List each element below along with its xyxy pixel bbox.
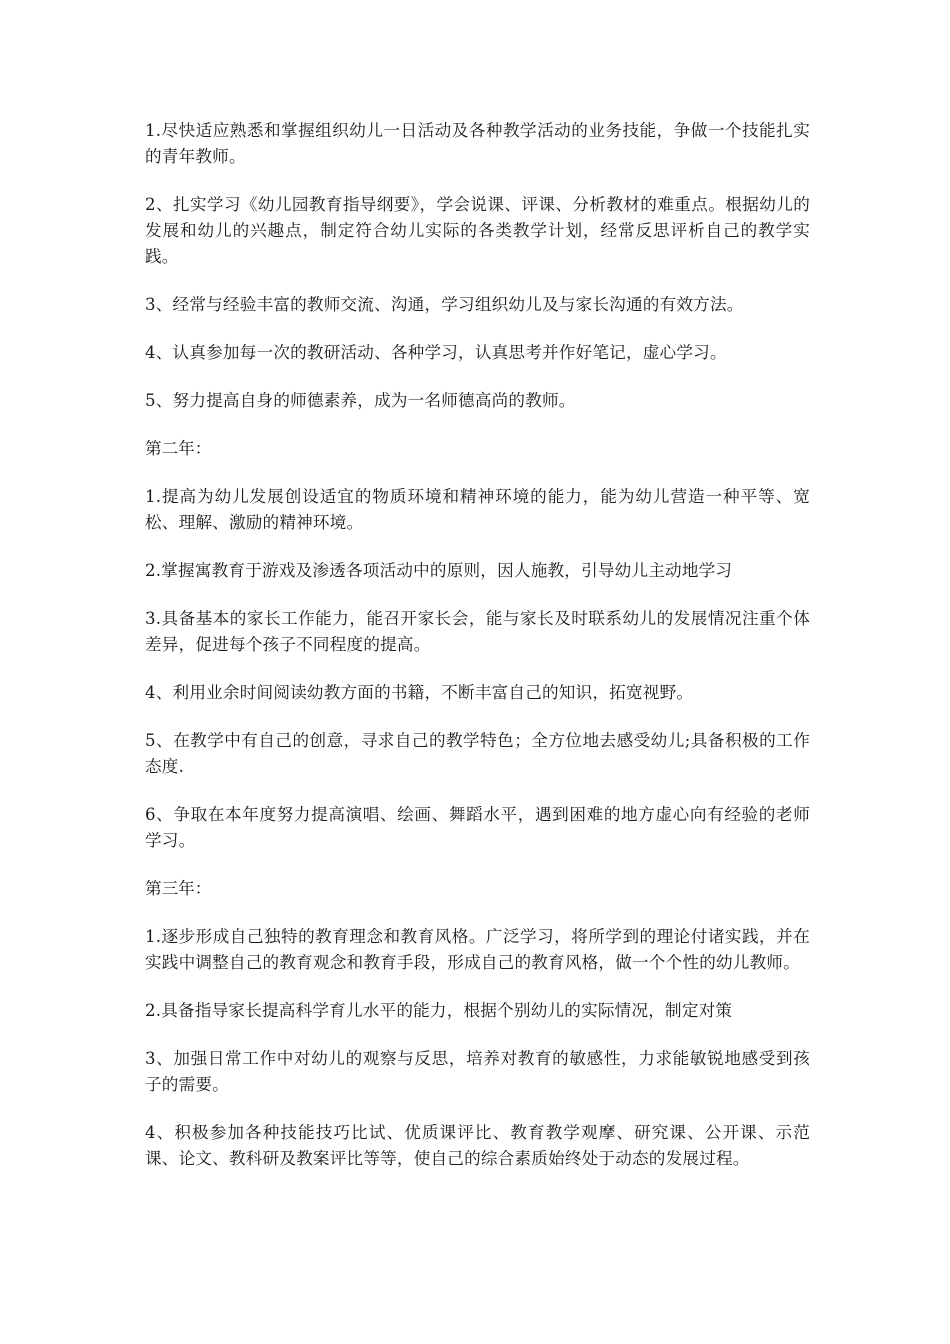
list-item: 4、利用业余时间阅读幼教方面的书籍，不断丰富自己的知识，拓宽视野。: [145, 683, 694, 702]
document-body: [145, 118, 810, 1194]
list-item: 1.尽快适应熟悉和掌握组织幼儿一日活动及各种教学活动的业务技能，争做一个技能扎实的青年教师。: [145, 121, 810, 166]
list-item: 3.具备基本的家长工作能力，能召开家长会，能与家长及时联系幼儿的发展情况注重个体差异，促进每个孩子不同程度的提高。: [145, 609, 810, 654]
list-item: 2.具备指导家长提高科学育儿水平的能力，根据个别幼儿的实际情况，制定对策: [145, 1001, 733, 1020]
list-item: 4、积极参加各种技能技巧比试、优质课评比、教育教学观摩、研究课、公开课、示范课、论文、教科研及教案评比等等，使自己的综合素质始终处于动态的发展过程。: [145, 1123, 810, 1168]
list-item: 1.提高为幼儿发展创设适宜的物质环境和精神环境的能力，能为幼儿营造一种平等、宽松、理解、激励的精神环境。: [145, 487, 810, 532]
list-item: 5、在教学中有自己的创意，寻求自己的教学特色；全方位地去感受幼儿;具备积极的工作态度.: [145, 731, 810, 776]
section-heading-year-two: 第二年：: [145, 439, 212, 458]
list-item: 1.逐步形成自己独特的教育理念和教育风格。广泛学习，将所学到的理论付诸实践，并在实践中调整自己的教育观念和教育手段，形成自己的教育风格，做一个个性的幼儿教师。: [145, 927, 810, 972]
list-item: 2、扎实学习《幼儿园教育指导纲要》，学会说课、评课、分析教材的难重点。根据幼儿的发展和幼儿的兴趣点，制定符合幼儿实际的各类教学计划，经常反思评析自己的教学实践。: [145, 195, 810, 266]
list-item: 4、认真参加每一次的教研活动、各种学习，认真思考并作好笔记，虚心学习。: [145, 343, 727, 362]
list-item: 5、努力提高自身的师德素养，成为一名师德高尚的教师。: [145, 391, 576, 410]
list-item: 3、加强日常工作中对幼儿的观察与反思，培养对教育的敏感性，力求能敏锐地感受到孩子的需要。: [145, 1049, 810, 1094]
list-item: 3、经常与经验丰富的教师交流、沟通，学习组织幼儿及与家长沟通的有效方法。: [145, 295, 744, 314]
section-heading-year-three: 第三年：: [145, 879, 212, 898]
list-item: 2.掌握寓教育于游戏及渗透各项活动中的原则，因人施教，引导幼儿主动地学习: [145, 561, 733, 580]
list-item: 6、争取在本年度努力提高演唱、绘画、舞蹈水平，遇到困难的地方虚心向有经验的老师学习。: [145, 805, 810, 850]
